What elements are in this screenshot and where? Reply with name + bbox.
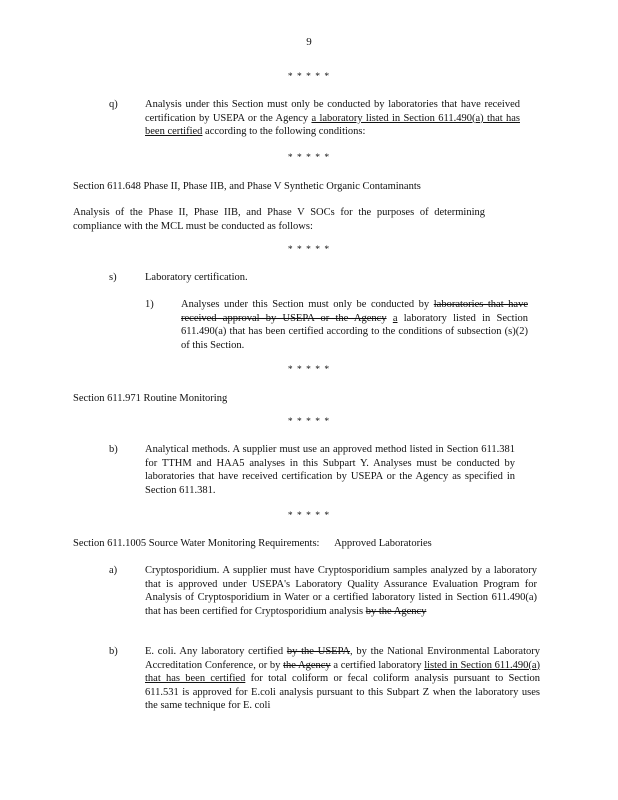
item-text-a-1005 bbox=[145, 564, 537, 618]
section-1005-heading-part-1: Section 611.1005 Source Water Monitoring Requirements: bbox=[73, 538, 320, 549]
item-b1005-text-3: a certified laboratory bbox=[333, 659, 422, 671]
separator-stars: * * * * * bbox=[287, 245, 331, 255]
section-heading-611-648: Section 611.648 Phase II, Phase IIB, and Phase V Synthetic Organic Contaminants bbox=[73, 181, 421, 192]
separator-stars: * * * * * bbox=[287, 365, 331, 375]
item-label-b-1005: b) bbox=[109, 646, 118, 657]
item-b1005-text-1: E. coli. Any laboratory certified bbox=[145, 646, 284, 657]
item-b1005-deleted-text-1: by the USEPA bbox=[286, 646, 351, 657]
item-label-q: q) bbox=[109, 99, 118, 110]
item-title-s: Laboratory certification. bbox=[145, 272, 248, 283]
section-heading-611-1005 bbox=[73, 537, 543, 551]
section-1005-heading-part-2: Approved Laboratories bbox=[334, 538, 432, 549]
item-label-s-1: 1) bbox=[145, 299, 154, 310]
item-q-text-1: Analysis under this Section must only be conducted by laboratories that have received certification by USEPA or the Agency bbox=[145, 99, 520, 124]
section-heading-611-971: Section 611.971 Routine Monitoring bbox=[73, 393, 228, 404]
separator-stars: * * * * * bbox=[287, 417, 331, 427]
item-text-b-971: Analytical methods. A supplier must use an approved method listed in Section 611.381 for TTHM and HAA5 analyses in this Subpart Y. Analyses must be conducted by laboratories that have received certification by USEPA or the Agency as specified in Section 611.381. bbox=[145, 444, 515, 496]
item-b1005-text-2: , by the National Environmental Laboratory Accreditation Conference, or by bbox=[145, 646, 541, 671]
page-number: 9 bbox=[306, 36, 312, 48]
item-b1005-inserted-text: listed in Section 611.490(a) that has been certified bbox=[145, 659, 541, 685]
item-label-b-971: b) bbox=[109, 444, 118, 455]
item-s1-deleted-text: laboratories that have received approval by USEPA or the Agency bbox=[181, 299, 528, 324]
item-b1005-text-4: for total coliform or fecal coliform analysis pursuant to Section 611.531 is approved for E.coli analysis pursuant to this Subpart Z when the laboratory uses the same technique for E. coli bbox=[145, 673, 540, 712]
item-s1-inserted-text: a bbox=[392, 312, 398, 324]
item-a1005-deleted-text: by the Agency bbox=[365, 605, 427, 617]
item-label-s: s) bbox=[109, 272, 117, 283]
item-text-b-1005 bbox=[145, 645, 540, 713]
item-label-a-1005: a) bbox=[109, 565, 118, 576]
item-s1-text-1: Analyses under this Section must only be conducted by bbox=[181, 299, 430, 310]
item-text-q bbox=[145, 98, 520, 139]
separator-stars: * * * * * bbox=[287, 72, 331, 82]
item-q-text-2: according to the following conditions: bbox=[205, 126, 366, 138]
item-q-inserted-text: a laboratory listed in Section 611.490(a) that has been certified bbox=[145, 112, 520, 138]
separator-stars: * * * * * bbox=[287, 511, 331, 521]
item-text-s-1 bbox=[181, 298, 528, 352]
item-b1005-deleted-text-2: the Agency bbox=[283, 659, 331, 671]
item-a1005-text-1: Cryptosporidium. A supplier must have Cryptosporidium samples analyzed by a laboratory that is approved under USEPA's Laboratory Quality Assurance Evaluation Program for Analysis of Cryptosporidium in Water or a certified laboratory listed in Section 611.490(a) that has been certified for Cryptosporidium analysis bbox=[145, 565, 537, 617]
item-s1-text-2: laboratory listed in Section 611.490(a) that has been certified according to the conditions of subsection (s)(2) of this Section. bbox=[181, 312, 529, 351]
separator-stars: * * * * * bbox=[287, 153, 331, 163]
section-611-648-intro: Analysis of the Phase II, Phase IIB, and Phase V SOCs for the purposes of determining compliance with the MCL must be conducted as follows: bbox=[73, 207, 485, 232]
